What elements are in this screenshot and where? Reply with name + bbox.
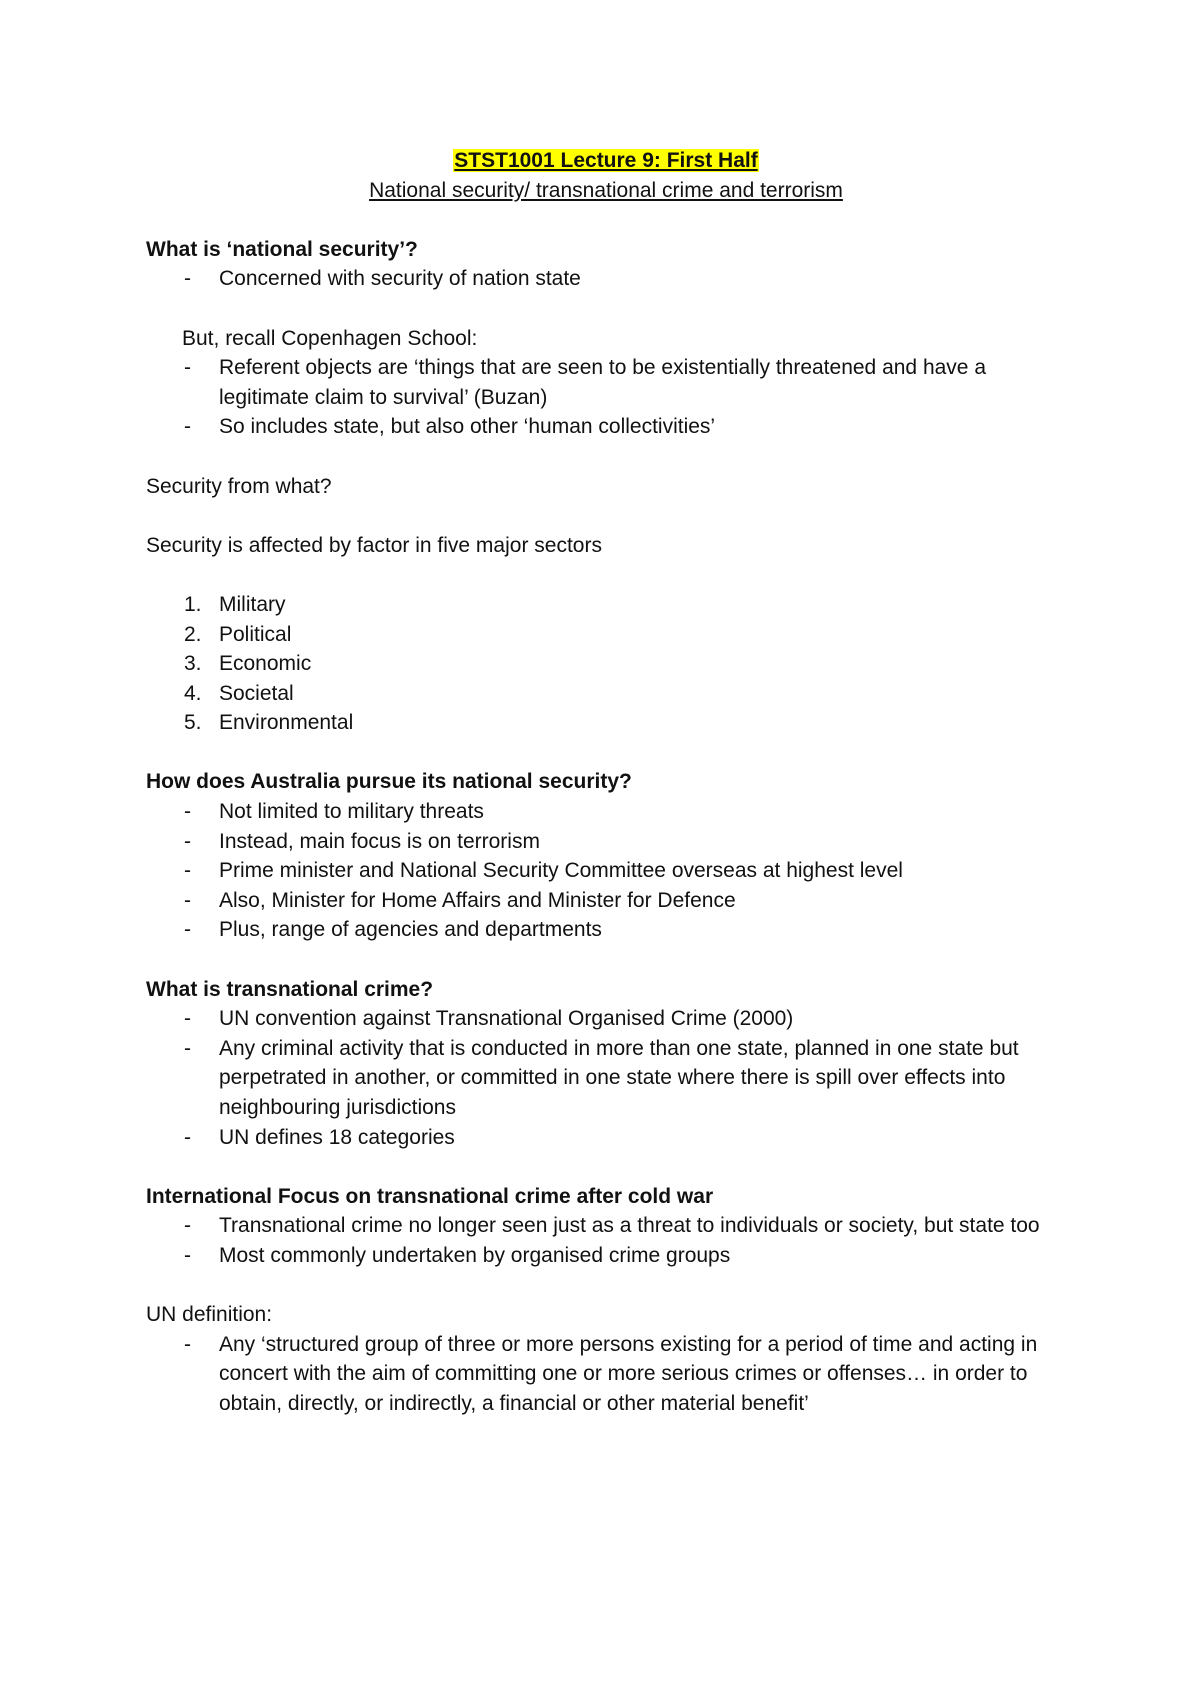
bullet-list-un-definition bbox=[146, 1330, 1066, 1419]
document-title bbox=[146, 146, 1066, 176]
list-number: 1. bbox=[184, 592, 202, 616]
document-subtitle: National security/ transnational crime and terrorism bbox=[369, 178, 843, 202]
list-item: - Referent objects are ‘things that are seen to be existentially threatened and have a legitimate claim to survival’ (Buzan) bbox=[146, 353, 1066, 412]
spacer bbox=[146, 1152, 1066, 1182]
list-item-label: Political bbox=[219, 622, 292, 646]
list-item bbox=[146, 590, 1066, 620]
list-item bbox=[146, 708, 1066, 738]
list-item-label: Military bbox=[219, 592, 286, 616]
list-item bbox=[146, 679, 1066, 709]
list-item: - Also, Minister for Home Affairs and Minister for Defence bbox=[146, 886, 1066, 916]
five-sectors-intro: Security is affected by factor in five major sectors bbox=[146, 533, 602, 557]
list-item bbox=[146, 620, 1066, 650]
list-number: 5. bbox=[184, 711, 202, 735]
bullet-list-australia bbox=[146, 797, 1066, 945]
section-heading-australia: How does Australia pursue its national security? bbox=[146, 770, 632, 794]
spacer bbox=[146, 945, 1066, 975]
spacer bbox=[146, 501, 1066, 531]
list-item: - Transnational crime no longer seen just as a threat to individuals or society, but state too bbox=[146, 1211, 1066, 1241]
list-number: 2. bbox=[184, 622, 202, 646]
section-heading-international-focus: International Focus on transnational crime after cold war bbox=[146, 1184, 714, 1208]
list-item bbox=[146, 649, 1066, 679]
copenhagen-intro: But, recall Copenhagen School: bbox=[182, 326, 478, 350]
list-item: - UN convention against Transnational Organised Crime (2000) bbox=[146, 1004, 1066, 1034]
list-item: - Prime minister and National Security Committee overseas at highest level bbox=[146, 856, 1066, 886]
numbered-list-sectors bbox=[146, 590, 1066, 738]
spacer bbox=[146, 560, 1066, 590]
list-item: - UN defines 18 categories bbox=[146, 1123, 1066, 1153]
spacer bbox=[146, 738, 1066, 768]
section-heading-un-definition: UN definition: bbox=[146, 1303, 273, 1327]
list-item: - Any ‘structured group of three or more persons existing for a period of time and acting in concert with the aim of committing one or more serious crimes or offenses… in order to obtain, directly, or indirectly, a financial or other material benefit’ bbox=[146, 1330, 1066, 1419]
list-item: - Not limited to military threats bbox=[146, 797, 1066, 827]
list-number: 3. bbox=[184, 652, 202, 676]
list-item: - Most commonly undertaken by organised crime groups bbox=[146, 1241, 1066, 1271]
bullet-list-national-security bbox=[146, 264, 1066, 294]
list-item-label: Environmental bbox=[219, 711, 354, 735]
bullet-list-international-focus bbox=[146, 1211, 1066, 1270]
list-item: - So includes state, but also other ‘human collectivities’ bbox=[146, 412, 1066, 442]
spacer bbox=[146, 442, 1066, 472]
spacer bbox=[146, 205, 1066, 235]
spacer bbox=[146, 294, 1066, 324]
list-item: - Any criminal activity that is conducted in more than one state, planned in one state but perpetrated in another, or committed in one state where there is spill over effects into neighbouring jurisdictions bbox=[146, 1034, 1066, 1123]
document-title-text: STST1001 Lecture 9: First Half bbox=[454, 149, 758, 172]
list-item: - Instead, main focus is on terrorism bbox=[146, 827, 1066, 857]
bullet-list-transnational-crime bbox=[146, 1004, 1066, 1152]
bullet-list-copenhagen bbox=[146, 353, 1066, 442]
section-heading-national-security: What is ‘national security’? bbox=[146, 237, 418, 261]
document-content bbox=[146, 146, 1066, 1419]
list-item: - Plus, range of agencies and departments bbox=[146, 915, 1066, 945]
security-from-what: Security from what? bbox=[146, 474, 332, 498]
section-heading-transnational-crime: What is transnational crime? bbox=[146, 977, 434, 1001]
list-number: 4. bbox=[184, 681, 202, 705]
list-item-label: Societal bbox=[219, 681, 294, 705]
list-item: - Concerned with security of nation state bbox=[146, 264, 1066, 294]
list-item-label: Economic bbox=[219, 652, 312, 676]
spacer bbox=[146, 1271, 1066, 1301]
